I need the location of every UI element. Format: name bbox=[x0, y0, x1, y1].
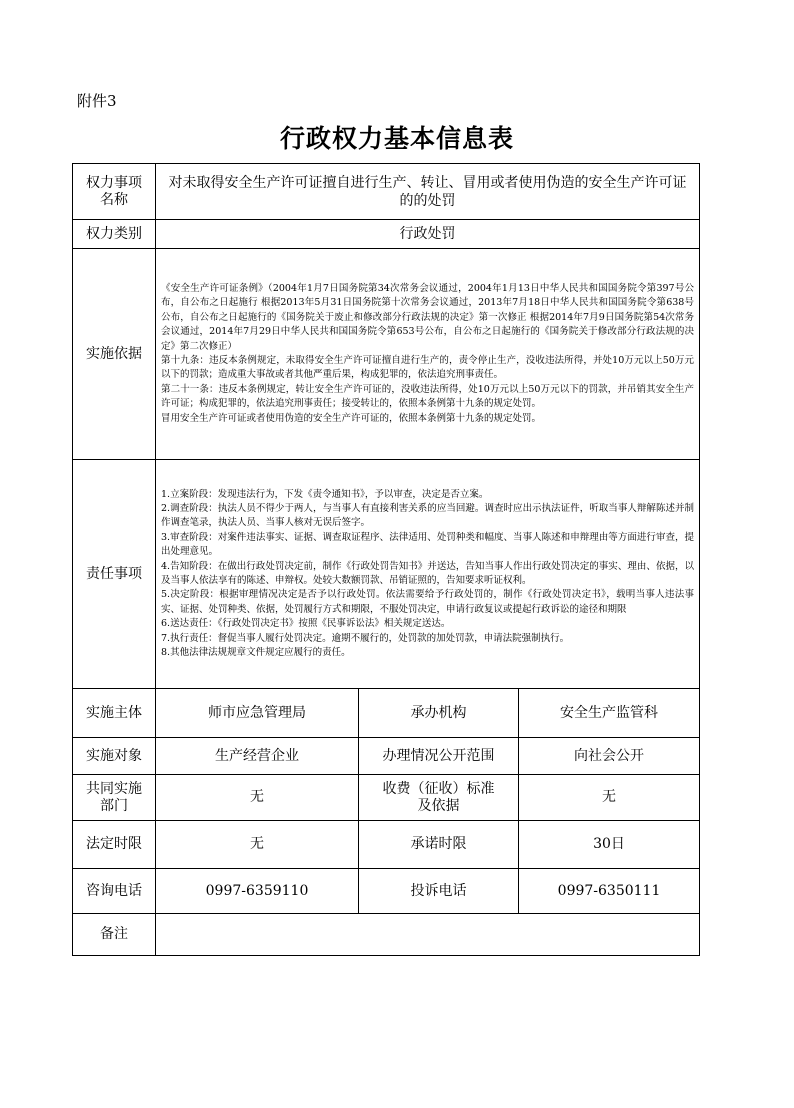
legal-limit-value: 无 bbox=[156, 821, 359, 869]
agency-value: 安全生产监管科 bbox=[519, 689, 700, 738]
joint-dept-value: 无 bbox=[156, 775, 359, 821]
fee-value: 无 bbox=[519, 775, 700, 821]
row-target bbox=[73, 738, 700, 775]
subject-value: 师市应急管理局 bbox=[156, 689, 359, 738]
basis-paragraph: 冒用安全生产许可证或者使用伪造的安全生产许可证的，依照本条例第十九条的规定处罚。 bbox=[161, 412, 542, 424]
row-responsibility bbox=[73, 460, 700, 689]
complaint-label: 投诉电话 bbox=[359, 869, 519, 914]
target-value: 生产经营企业 bbox=[156, 738, 359, 775]
basis-paragraph: 第十九条：违反本条例规定，未取得安全生产许可证擅自进行生产的，责令停止生产，没收违法所得，并处10万元以上50万元以下的罚款；造成重大事故或者其他严重后果，构成犯罪的，依法追究刑事责任。 bbox=[161, 355, 695, 381]
remark-label: 备注 bbox=[73, 914, 156, 956]
row-power-type bbox=[73, 220, 700, 249]
attachment-label: 附件3 bbox=[77, 92, 117, 110]
basis-label: 实施依据 bbox=[73, 249, 156, 460]
power-type-label: 权力类别 bbox=[73, 220, 156, 249]
row-joint bbox=[73, 775, 700, 821]
subject-label: 实施主体 bbox=[73, 689, 156, 738]
disclosure-value: 向社会公开 bbox=[519, 738, 700, 775]
basis-paragraph: 第二十一条：违反本条例规定，转让安全生产许可证的，没收违法所得，处10万元以上50万元以下的罚款，并吊销其安全生产许可证；构成犯罪的，依法追究刑事责任；接受转让的，依照本条例第十九条的规定处罚。 bbox=[161, 383, 695, 410]
info-table bbox=[72, 163, 700, 956]
phone-value: 0997-6359110 bbox=[156, 869, 359, 914]
row-time-limit bbox=[73, 821, 700, 869]
agency-label: 承办机构 bbox=[359, 689, 519, 738]
responsibility-item: 1.立案阶段：发现违法行为，下发《责令通知书》，予以审查，决定是否立案。 bbox=[161, 488, 489, 500]
page-title: 行政权力基本信息表 bbox=[279, 124, 514, 153]
fee-label: 收费（征收）标准 及依据 bbox=[359, 775, 519, 821]
row-basis bbox=[73, 249, 700, 460]
joint-dept-label: 共同实施 部门 bbox=[73, 775, 156, 821]
row-remark bbox=[73, 914, 700, 956]
complaint-value: 0997-6350111 bbox=[519, 869, 700, 914]
responsibility-label: 责任事项 bbox=[73, 460, 156, 689]
basis-text bbox=[156, 249, 700, 460]
target-label: 实施对象 bbox=[73, 738, 156, 775]
phone-label: 咨询电话 bbox=[73, 869, 156, 914]
row-phone bbox=[73, 869, 700, 914]
power-item-value: 对未取得安全生产许可证擅自进行生产、转让、冒用或者使用伪造的安全生产许可证的的处罚 bbox=[156, 164, 700, 220]
legal-limit-label: 法定时限 bbox=[73, 821, 156, 869]
responsibility-item: 5.决定阶段：根据审理情况决定是否予以行政处罚。依法需要给予行政处罚的，制作《行政处罚决定书》，载明当事人违法事实、证据、处罚种类、依据，处罚履行方式和期限，不服处罚决定，申请行政复议或提起行政诉讼的途径和期限 bbox=[161, 589, 695, 615]
responsibility-item: 8.其他法律法规规章文件规定应履行的责任。 bbox=[161, 647, 351, 659]
responsibility-text bbox=[156, 460, 700, 689]
power-item-label: 权力事项 名称 bbox=[73, 164, 156, 220]
row-subject bbox=[73, 689, 700, 738]
row-power-item bbox=[73, 164, 700, 220]
power-type-value: 行政处罚 bbox=[156, 220, 700, 249]
responsibility-item: 2.调查阶段：执法人员不得少于两人，与当事人有直接利害关系的应当回避。调查时应出示执法证件，听取当事人辩解陈述并制作调查笔录，执法人员、当事人核对无误后签字。 bbox=[161, 502, 695, 529]
promise-limit-value: 30日 bbox=[519, 821, 700, 869]
disclosure-label: 办理情况公开范围 bbox=[359, 738, 519, 775]
promise-limit-label: 承诺时限 bbox=[359, 821, 519, 869]
responsibility-item: 4.告知阶段：在做出行政处罚决定前，制作《行政处罚告知书》并送达，告知当事人作出行政处罚决定的事实、理由、依据，以及当事人依法享有的陈述、申辩权。处较大数额罚款、吊销证照的，告知要求听证权利。 bbox=[161, 560, 695, 586]
responsibility-item: 3.审查阶段：对案件违法事实、证据、调查取证程序、法律适用、处罚种类和幅度、当事人陈述和申辩理由等方面进行审查，提出处理意见。 bbox=[161, 531, 695, 558]
remark-value bbox=[156, 914, 700, 956]
responsibility-item: 6.送达责任：《行政处罚决定书》按照《民事诉讼法》相关规定送达。 bbox=[161, 618, 451, 630]
basis-paragraph: 《安全生产许可证条例》（2004年1月7日国务院第34次常务会议通过，2004年1月13日中华人民共和国国务院令第397号公布，自公布之日起施行 根据2013年5月31日国务院第十次常务会议通过，2013年7月18日中华人民共和国国务院令第638号公布，自公布之日起施行的《国务院关于废止和修改部分行政法规的决定》第一次修正 根据2014年7月9日国务院第54次常务会议通过，2014年7月29日中华人民共和国国务院令第653号公布，自公布之日起施行的《国务院关于修改部分行政法规的决定》第二次修正） bbox=[161, 282, 695, 352]
responsibility-item: 7.执行责任：督促当事人履行处罚决定。逾期不履行的，处罚款的加处罚款，申请法院强制执行。 bbox=[161, 632, 570, 644]
